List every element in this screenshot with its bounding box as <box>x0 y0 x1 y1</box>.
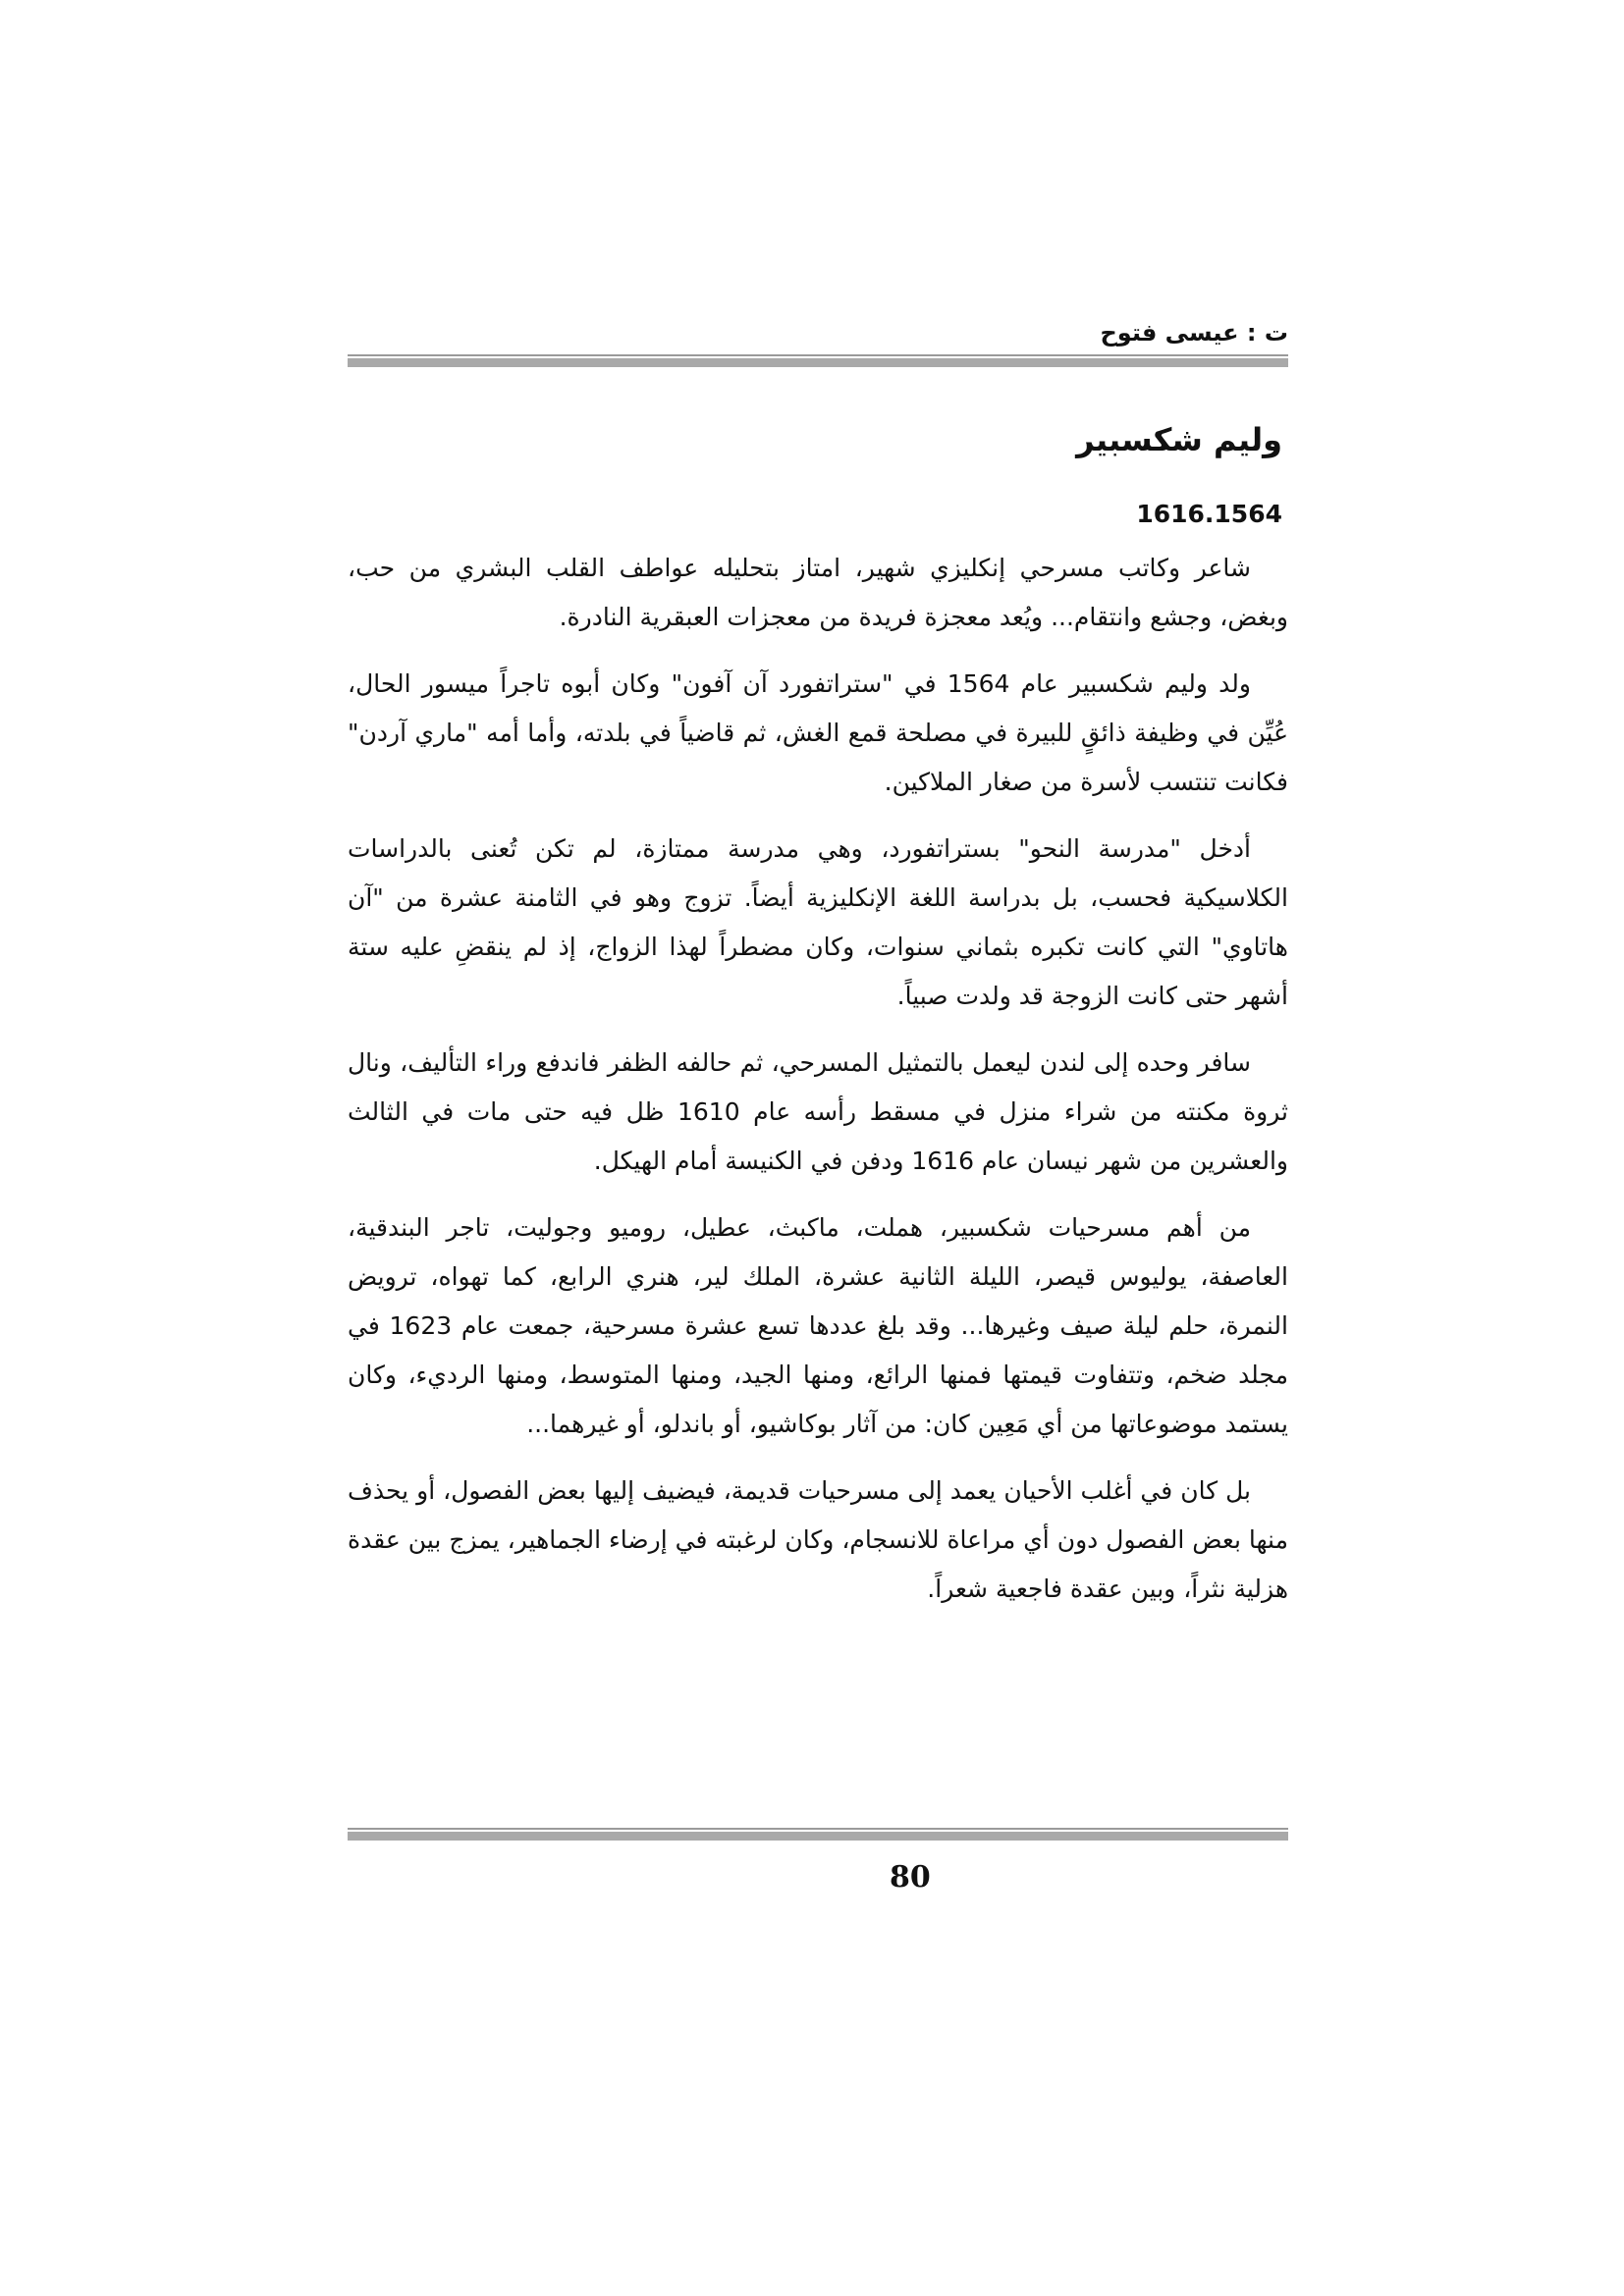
header-rule <box>348 354 1288 368</box>
running-head: ت : عيسى فتوح <box>1100 319 1288 347</box>
paragraph: من أهم مسرحيات شكسبير، هملت، ماكبث، عطيل، روميو وجوليت، تاجر البندقية، العاصفة، يوليوس قيصر، الليلة الثانية عشرة، الملك لير، هنري الرابع، كما تهواه، ترويض النمرة، حلم ليلة صيف وغيرها... وقد بلغ عددها تسع عشرة مسرحية، جمعت عام 1623 في مجلد ضخم، وتتفاوت قيمتها فمنها الرائع، ومنها الجيد، ومنها المتوسط، ومنها الرديء، وكان يستمد موضوعاتها من أي مَعِين كان: من آثار بوكاشيو، أو باندلو، أو غيرهما... <box>348 1213 1288 1438</box>
header-rule-thick-line <box>348 358 1288 367</box>
paragraph-list <box>348 544 1288 1614</box>
footer-rule-thick-line <box>348 1832 1288 1841</box>
article-body <box>348 420 1288 1631</box>
paragraph: سافر وحده إلى لندن ليعمل بالتمثيل المسرحي، ثم حالفه الظفر فاندفع وراء التأليف، ونال ثروة مكنته من شراء منزل في مسقط رأسه عام 1610 ظل فيه حتى مات في الثالث والعشرين من شهر نيسان عام 1616 ودفن في الكنيسة أمام الهيكل. <box>348 1048 1288 1175</box>
paragraph: بل كان في أغلب الأحيان يعمد إلى مسرحيات قديمة، فيضيف إليها بعض الفصول، أو يحذف منها بعض الفصول دون أي مراعاة للانسجام، وكان لرغبته في إرضاء الجماهير، يمزج بين عقدة هزلية نثراً، وبين عقدة فاجعية شعراً. <box>348 1476 1288 1603</box>
book-page <box>348 0 1288 2296</box>
paragraph: ولد وليم شكسبير عام 1564 في "ستراتفورد آن آفون" وكان أبوه تاجراً ميسور الحال، عُيِّن في وظيفة ذائقٍ للبيرة في مصلحة قمع الغش، ثم قاضياً في بلدته، وأما أمه "ماري آردن" فكانت تنتسب لأسرة من صغار الملاكين. <box>348 669 1288 796</box>
article-dates: 1616.1564 <box>1136 500 1282 528</box>
paragraph: أدخل "مدرسة النحو" بستراتفورد، وهي مدرسة ممتازة، لم تكن تُعنى بالدراسات الكلاسيكية فحسب، بل بدراسة اللغة الإنكليزية أيضاً. تزوج وهو في الثامنة عشرة من "آن هاتاوي" التي كانت تكبره بثماني سنوات، وكان مضطراً لهذا الزواج، إذ لم ينقضِ عليه ستة أشهر حتى كانت الزوجة قد ولدت صبياً. <box>348 834 1288 1010</box>
footer-rule <box>348 1828 1288 1842</box>
footer-rule-thin-line <box>348 1828 1288 1830</box>
header-rule-thin-line <box>348 354 1288 356</box>
page-number: 80 <box>890 1860 931 1895</box>
article-title: وليم شكسبير <box>1076 421 1282 458</box>
paragraph: شاعر وكاتب مسرحي إنكليزي شهير، امتاز بتحليله عواطف القلب البشري من حب، وبغض، وجشع وانتقام... ويُعد معجزة فريدة من معجزات العبقرية النادرة. <box>348 554 1288 631</box>
